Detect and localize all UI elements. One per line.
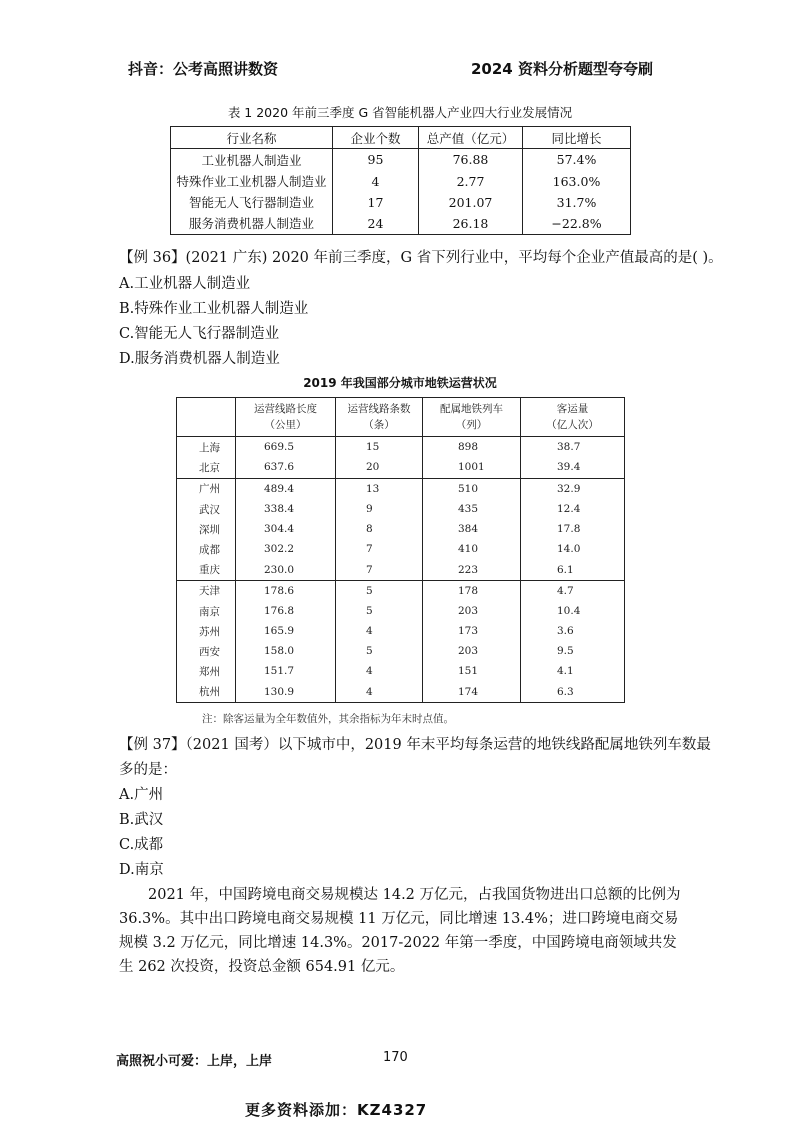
city-cell: 重庆 (177, 559, 236, 580)
table2-header-line: 运营线路条数 (347, 403, 411, 415)
q36-option-c: C.智能无人飞行器制造业 (119, 326, 280, 342)
table-cell: 17 (333, 192, 419, 213)
table-cell: 17.8 (521, 519, 625, 539)
city-cell: 深圳 (177, 519, 236, 539)
q37-option-a: A.广州 (119, 787, 164, 803)
q36-stem: 【例 36】(2021 广东) 2020 年前三季度，G 省下列行业中，平均每个企业产值最高的是( )。 (119, 250, 723, 266)
table-cell: 178.6 (236, 580, 336, 601)
table-cell: 230.0 (236, 559, 336, 580)
table-cell: 435 (423, 499, 521, 519)
table1-header: 总产值（亿元） (419, 127, 523, 149)
table-cell: 5 (336, 580, 423, 601)
table-cell: 898 (423, 437, 521, 458)
table-cell: 12.4 (521, 499, 625, 519)
table-cell: 32.9 (521, 478, 625, 499)
table-cell: 24 (333, 213, 419, 235)
table2-header-corner (177, 398, 236, 437)
table-row (177, 641, 625, 661)
table-cell: 176.8 (236, 601, 336, 621)
q37-stem-line1: 【例 37】（2021 国考）以下城市中，2019 年末平均每条运营的地铁线路配属地铁列车数最 (119, 737, 711, 753)
city-cell: 广州 (177, 478, 236, 499)
table-cell: 20 (336, 457, 423, 478)
table-row (177, 559, 625, 580)
table-row (177, 478, 625, 499)
q36-option-d: D.服务消费机器人制造业 (119, 351, 280, 367)
table-row (177, 519, 625, 539)
table2-header-line: 配属地铁列车 (440, 403, 503, 415)
table-cell: 304.4 (236, 519, 336, 539)
table-cell: 39.4 (521, 457, 625, 478)
table-cell: 489.4 (236, 478, 336, 499)
table-row (177, 539, 625, 559)
table-row (177, 580, 625, 601)
table-cell: 130.9 (236, 682, 336, 703)
table-cell: 158.0 (236, 641, 336, 661)
table-cell: 163.0% (523, 171, 631, 192)
table2-caption: 2019 年我国部分城市地铁运营状况 (303, 376, 497, 390)
footer-left: 高照祝小可爱：上岸，上岸 (116, 1054, 273, 1069)
table-row (177, 621, 625, 641)
table2-header (336, 398, 423, 437)
table-cell: 6.1 (521, 559, 625, 580)
table2-header-line: 客运量 (556, 403, 589, 415)
table-cell: 338.4 (236, 499, 336, 519)
city-cell: 南京 (177, 601, 236, 621)
table-row (177, 682, 625, 703)
table-cell: 7 (336, 539, 423, 559)
table2-header-unit: （条） (363, 419, 395, 431)
table2-header-unit: （公里） (264, 419, 307, 431)
q37-option-b: B.武汉 (119, 812, 164, 828)
table-cell: 4 (336, 621, 423, 641)
table-cell: 5 (336, 641, 423, 661)
city-cell: 北京 (177, 457, 236, 478)
table-row (171, 171, 631, 192)
table2-header-row (177, 398, 625, 437)
table-cell: 1001 (423, 457, 521, 478)
table-row (171, 213, 631, 235)
table-cell: 特殊作业工业机器人制造业 (171, 171, 333, 192)
body-paragraph: 2021 年，中国跨境电商交易规模达 14.2 万亿元，占我国货物进出口总额的比例为 36.3%。其中出口跨境电商交易规模 11 万亿元，同比增速 13.4%；进口跨境电商交易规模 3.2 万亿元，同比增速 14.3%。2017-2022 年第一季度，中国跨境电商领域共发生 262 次投资，投资总金额 654.91 亿元。 (119, 887, 681, 975)
table-cell: 智能无人飞行器制造业 (171, 192, 333, 213)
city-cell: 西安 (177, 641, 236, 661)
table2-header-line: 运营线路长度 (254, 403, 317, 415)
city-cell: 成都 (177, 539, 236, 559)
table-row (177, 457, 625, 478)
table-cell: 178 (423, 580, 521, 601)
city-cell: 武汉 (177, 499, 236, 519)
table-cell: 151 (423, 661, 521, 681)
q36-option-a: A.工业机器人制造业 (119, 276, 251, 292)
table-cell: 5 (336, 601, 423, 621)
table-cell: 4 (333, 171, 419, 192)
table-cell: 4 (336, 682, 423, 703)
q36-option-b: B.特殊作业工业机器人制造业 (119, 301, 309, 317)
q37-stem-line2: 多的是： (119, 762, 177, 778)
table2-header (423, 398, 521, 437)
table-row (177, 661, 625, 681)
table-cell: −22.8% (523, 213, 631, 235)
table-cell: 4 (336, 661, 423, 681)
table-cell: 3.6 (521, 621, 625, 641)
table-cell: 95 (333, 149, 419, 171)
table-cell: 384 (423, 519, 521, 539)
table-cell: 9 (336, 499, 423, 519)
table1 (170, 126, 631, 235)
header-right: 2024 资料分析题型夸夸刷 (471, 60, 653, 78)
table-row (177, 601, 625, 621)
table-cell: 15 (336, 437, 423, 458)
q37-option-c: C.成都 (119, 837, 164, 853)
table-cell: 203 (423, 641, 521, 661)
table-cell: 637.6 (236, 457, 336, 478)
table-cell: 14.0 (521, 539, 625, 559)
table-row (177, 499, 625, 519)
table-cell: 38.7 (521, 437, 625, 458)
city-cell: 郑州 (177, 661, 236, 681)
city-cell: 杭州 (177, 682, 236, 703)
table-cell: 151.7 (236, 661, 336, 681)
table1-header: 同比增长 (523, 127, 631, 149)
footer-promo: 更多资料添加：KZ4327 (245, 1101, 428, 1119)
table-row (171, 192, 631, 213)
table-cell: 203 (423, 601, 521, 621)
table-cell: 57.4% (523, 149, 631, 171)
table-cell: 工业机器人制造业 (171, 149, 333, 171)
table-cell: 223 (423, 559, 521, 580)
table-cell: 410 (423, 539, 521, 559)
table-cell: 10.4 (521, 601, 625, 621)
table-cell: 13 (336, 478, 423, 499)
table-cell: 4.1 (521, 661, 625, 681)
city-cell: 天津 (177, 580, 236, 601)
city-cell: 上海 (177, 437, 236, 458)
table-cell: 76.88 (419, 149, 523, 171)
table-cell: 165.9 (236, 621, 336, 641)
table-cell: 669.5 (236, 437, 336, 458)
table-cell: 26.18 (419, 213, 523, 235)
header-left: 抖音：公考高照讲数资 (128, 60, 279, 78)
table-cell: 174 (423, 682, 521, 703)
table-cell: 9.5 (521, 641, 625, 661)
table-cell: 201.07 (419, 192, 523, 213)
table-cell: 7 (336, 559, 423, 580)
table1-header: 企业个数 (333, 127, 419, 149)
table1-caption: 表 1 2020 年前三季度 G 省智能机器人产业四大行业发展情况 (227, 105, 573, 120)
q37-option-d: D.南京 (119, 862, 164, 878)
table-cell: 31.7% (523, 192, 631, 213)
table2-note: 注：除客运量为全年数值外，其余指标为年末时点值。 (202, 713, 454, 725)
table-cell: 服务消费机器人制造业 (171, 213, 333, 235)
table2-header (236, 398, 336, 437)
table2-header-unit: （列） (455, 419, 488, 431)
table-cell: 173 (423, 621, 521, 641)
table2-header-unit: （亿人次） (546, 419, 599, 431)
table1-header: 行业名称 (171, 127, 333, 149)
city-cell: 苏州 (177, 621, 236, 641)
table-cell: 510 (423, 478, 521, 499)
table-cell: 4.7 (521, 580, 625, 601)
table-cell: 8 (336, 519, 423, 539)
table2-header (521, 398, 625, 437)
table1-header-row (171, 127, 631, 149)
table-cell: 302.2 (236, 539, 336, 559)
table2 (176, 397, 625, 703)
table-cell: 6.3 (521, 682, 625, 703)
page-number: 170 (383, 1050, 408, 1065)
table-cell: 2.77 (419, 171, 523, 192)
table-row (177, 437, 625, 458)
table-row (171, 149, 631, 171)
